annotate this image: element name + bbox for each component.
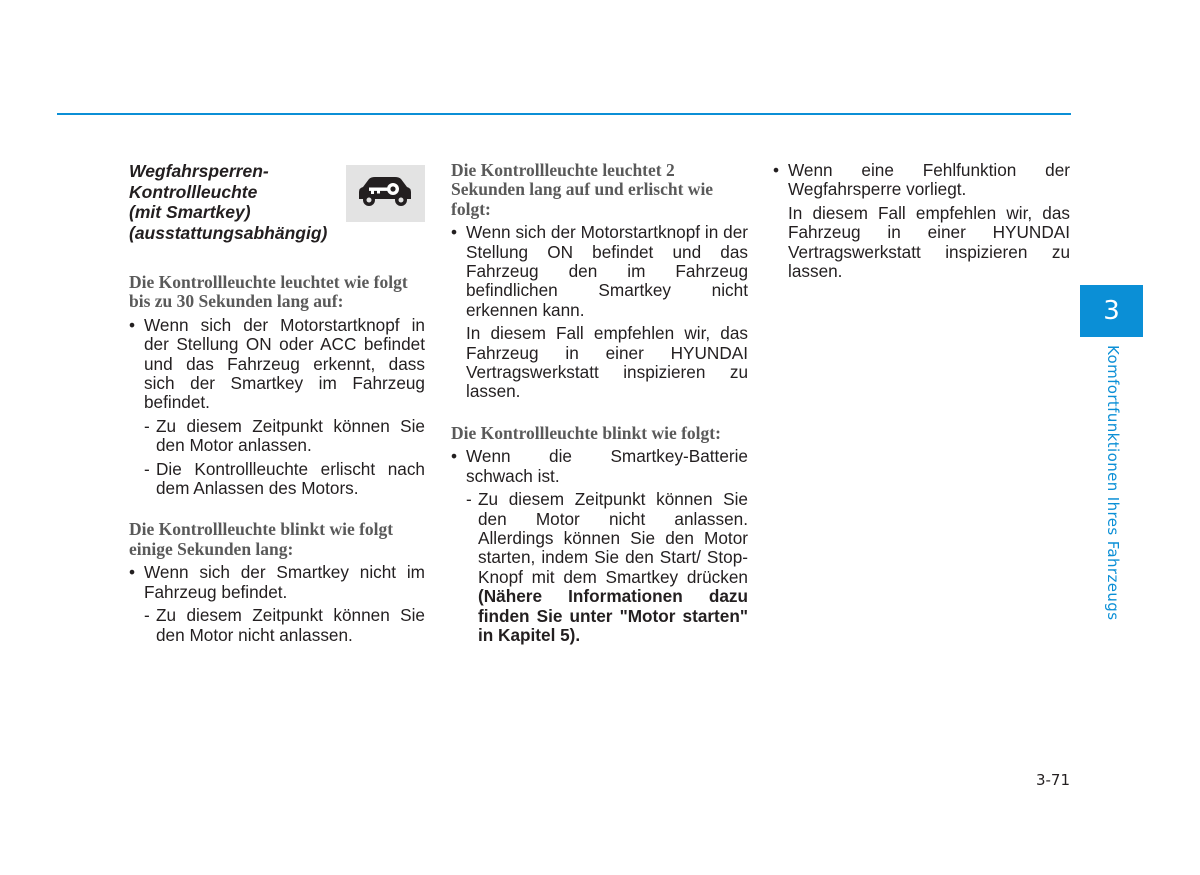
heading-blinks: Die Kontrollleuchte blinkt wie folgt: (451, 422, 721, 443)
header-rule (57, 113, 1071, 115)
section-title (129, 161, 349, 243)
heading-lights-30s: Die Kontrollleuchte leuchtet wie folgt bis zu 30 Sekunden lang auf: (129, 272, 408, 312)
section-title-line-2: Kontrollleuchte (129, 181, 258, 202)
bullet-immobilizer-malfunction: • Wenn eine Fehlfunktion der Wegfahrsperre vorliegt. (773, 161, 1070, 200)
chapter-title: Komfortfunktionen Ihres Fahrzeugs (1104, 345, 1122, 621)
heading-blinks-seconds: Die Kontrollleuchte blinkt wie folgt einige Sekunden lang: (129, 519, 394, 559)
dash-mark: - (144, 605, 150, 626)
section-title-line-3: (mit Smartkey) (129, 202, 251, 222)
section-title-line-1: Wegfahrsperren- (129, 161, 269, 181)
bullet-smartkey-detected: • Wenn sich der Motorstartknopf in der Stellung ON oder ACC befindet und das Fahrzeug erkennt, dass sich der Smartkey im Fahrzeug befindet. (129, 316, 425, 413)
dash-item-text: Die Kontrollleuchte erlischt nach dem Anlassen des Motors. (156, 458, 425, 499)
page-number: 3-71 (1035, 771, 1070, 789)
dash-item-no-start (129, 606, 425, 645)
paragraph-inspection-advice: In diesem Fall empfehlen wir, das Fahrzeug in einer HYUNDAI Vertragswerkstatt inspizieren zu lassen. (788, 202, 1070, 282)
column-2 (451, 161, 748, 649)
dash-item-light-off (129, 460, 425, 499)
section-title-block (129, 161, 425, 273)
chapter-tab: 3 (1080, 285, 1143, 337)
bullet-smartkey-not-recognized: • Wenn sich der Motorstartknopf in der Stellung ON befindet und das Fahrzeug den im Fahrzeug befindlichen Smartkey nicht erkennen kann. (451, 223, 748, 320)
car-key-warning-icon (346, 165, 425, 222)
dash-item-text: Zu diesem Zeitpunkt können Sie den Motor nicht anlassen. Allerdings können Sie den Motor starten, indem Sie den Start/ Stop-Knopf mit dem Smartkey drücken (478, 489, 748, 587)
dash-item-text: Zu diesem Zeitpunkt können Sie den Motor anlassen. (156, 415, 425, 456)
dash-item-text: Zu diesem Zeitpunkt können Sie den Motor nicht anlassen. (156, 605, 425, 645)
dash-mark: - (144, 458, 150, 479)
dash-item-start-with-smartkey (451, 490, 748, 645)
paragraph-inspection-advice: In diesem Fall empfehlen wir, das Fahrzeug in einer HYUNDAI Vertragswerkstatt inspizieren zu lassen. (466, 323, 748, 402)
dash-item-start-engine (129, 417, 425, 456)
dash-mark: - (144, 415, 150, 436)
heading-lights-2s: Die Kontrollleuchte leuchtet 2 Sekunden lang auf und erlischt wie folgt: (451, 160, 714, 219)
column-1 (129, 161, 425, 649)
cross-reference-note: (Nähere Informationen dazu finden Sie unter "Motor starten" in Kapitel 5). (478, 586, 748, 645)
bullet-battery-low: • Wenn die Smartkey-Batterie schwach ist. (451, 447, 748, 486)
bullet-smartkey-absent: • Wenn sich der Smartkey nicht im Fahrzeug befindet. (129, 563, 425, 602)
column-3 (773, 161, 1070, 285)
dash-mark: - (466, 489, 472, 510)
section-title-line-4: (ausstattungsabhängig) (129, 222, 328, 243)
